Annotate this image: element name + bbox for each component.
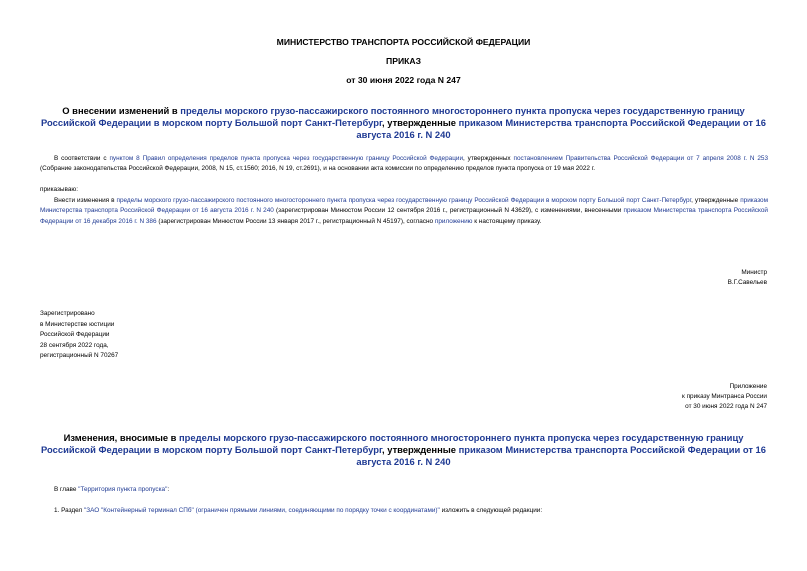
appendix-line: от 30 июня 2022 года N 247 (685, 403, 767, 410)
title-link-order-240[interactable]: приказом Министерства транспорта Российской Федерации от 16 августа 2016 г. N 240 (356, 117, 766, 140)
title-link-order-240[interactable]: приказом Министерства транспорта Российской Федерации от 16 августа 2016 г. N 240 (356, 444, 766, 467)
appendix-order-link[interactable]: к приказу Минтранса России (682, 393, 767, 400)
paragraph-text: В соответствии с (54, 155, 110, 162)
order-paragraph (40, 196, 768, 227)
paragraph-text: (зарегистрирован Минюстом России 13 января 2017 г., регистрационный N 45197), согласно (156, 217, 435, 225)
paragraph-text: : (167, 486, 170, 493)
registration-line: в Министерстве юстиции (40, 320, 115, 328)
appendix-block (567, 382, 767, 412)
title-link-limits[interactable]: пределы морского грузо-пассажирского постоянного многостороннего пункта пропуска через государственную границу Российской Федерации в морском порту Большой порт Санкт-Петербург (41, 105, 745, 128)
signature-block (567, 268, 767, 288)
link-appendix[interactable]: приложению (434, 217, 473, 225)
paragraph-text: , утвержденных (463, 155, 514, 162)
paragraph-text: Внести изменения в (54, 197, 117, 204)
paragraph-text: к настоящему приказу. (472, 217, 542, 225)
preamble-paragraph (40, 154, 768, 175)
paragraph-text: В главе (54, 486, 79, 493)
ministry-heading: МИНИСТЕРСТВО ТРАНСПОРТА РОССИЙСКОЙ ФЕДЕРАЦИИ (276, 37, 531, 47)
order-title (38, 105, 769, 141)
link-rules-item-8[interactable]: пунктом 8 Правил определения пределов пункта пропуска через государственную границу Российской Федерации (109, 155, 464, 162)
link-chapter-territory[interactable]: "Территория пункта пропуска" (78, 486, 168, 493)
doc-type-heading: ПРИКАЗ (386, 56, 421, 66)
registration-line: 28 сентября 2022 года, (40, 341, 109, 349)
title-link-limits[interactable]: пределы морского грузо-пассажирского постоянного многостороннего пункта пропуска через государственную границу Российской Федерации в морском порту Большой порт Санкт-Петербург (41, 432, 744, 455)
appendix-title (38, 432, 769, 468)
registration-line: регистрационный N 70267 (40, 352, 119, 360)
signatory-name: В.Г.Савельев (727, 279, 767, 286)
paragraph-text: , утвержденные (691, 197, 741, 204)
registration-line: Зарегистрировано (40, 310, 95, 317)
link-limits[interactable]: пределы морского грузо-пассажирского постоянного многостороннего пункта пропуска через государственную границу Российской Федерации в морском порту Большой порт Санкт-Петербург (116, 197, 692, 204)
title-text: , утвержденные (382, 117, 459, 128)
signatory-position: Министр (741, 269, 767, 276)
link-government-decree-253[interactable]: постановлением Правительства Российской Федерации от 7 апреля 2008 г. N 253 (513, 155, 769, 162)
title-text: О внесении изменений в (62, 105, 181, 116)
appendix-line (567, 392, 767, 402)
title-text: Изменения, вносимые в (63, 432, 180, 443)
order-date-number: от 30 июня 2022 года N 247 (346, 75, 461, 85)
appendix-label: Приложение (729, 383, 767, 390)
paragraph-text: (зарегистрирован Минюстом России 12 сентября 2016 г., регистрационный N 43629), с изменениями, внесенными (273, 207, 624, 215)
item-1-line (54, 506, 774, 516)
paragraph-text: (Собрание законодательства Российской Федерации, 2008, N 15, ст.1560; 2016, N 19, ст.2691), и на основании акта комиссии по определению пределов пункта пропуска от 19 мая 2022 г. (40, 165, 596, 173)
link-order-240[interactable]: приказом Министерства транспорта Российской Федерации от 16 августа 2016 г. N 240 (40, 197, 768, 215)
paragraph-text: изложить в следующей редакции: (439, 507, 543, 514)
paragraph-text: 1. Раздел (54, 507, 85, 514)
chapter-line (54, 485, 169, 495)
order-word: приказываю: (40, 186, 78, 193)
registration-line: Российской Федерации (40, 331, 110, 339)
title-text: , утвержденные (382, 444, 459, 455)
link-section-terminal-spb[interactable]: "ЗАО "Контейнерный терминал СПб" (ограничен прямыми линиями, соединяющими по порядку точки с координатами)" (84, 507, 440, 514)
link-order-386[interactable]: приказом Министерства транспорта Российской Федерации от 16 декабря 2016 г. N 386 (40, 207, 768, 225)
registration-block (40, 309, 240, 362)
